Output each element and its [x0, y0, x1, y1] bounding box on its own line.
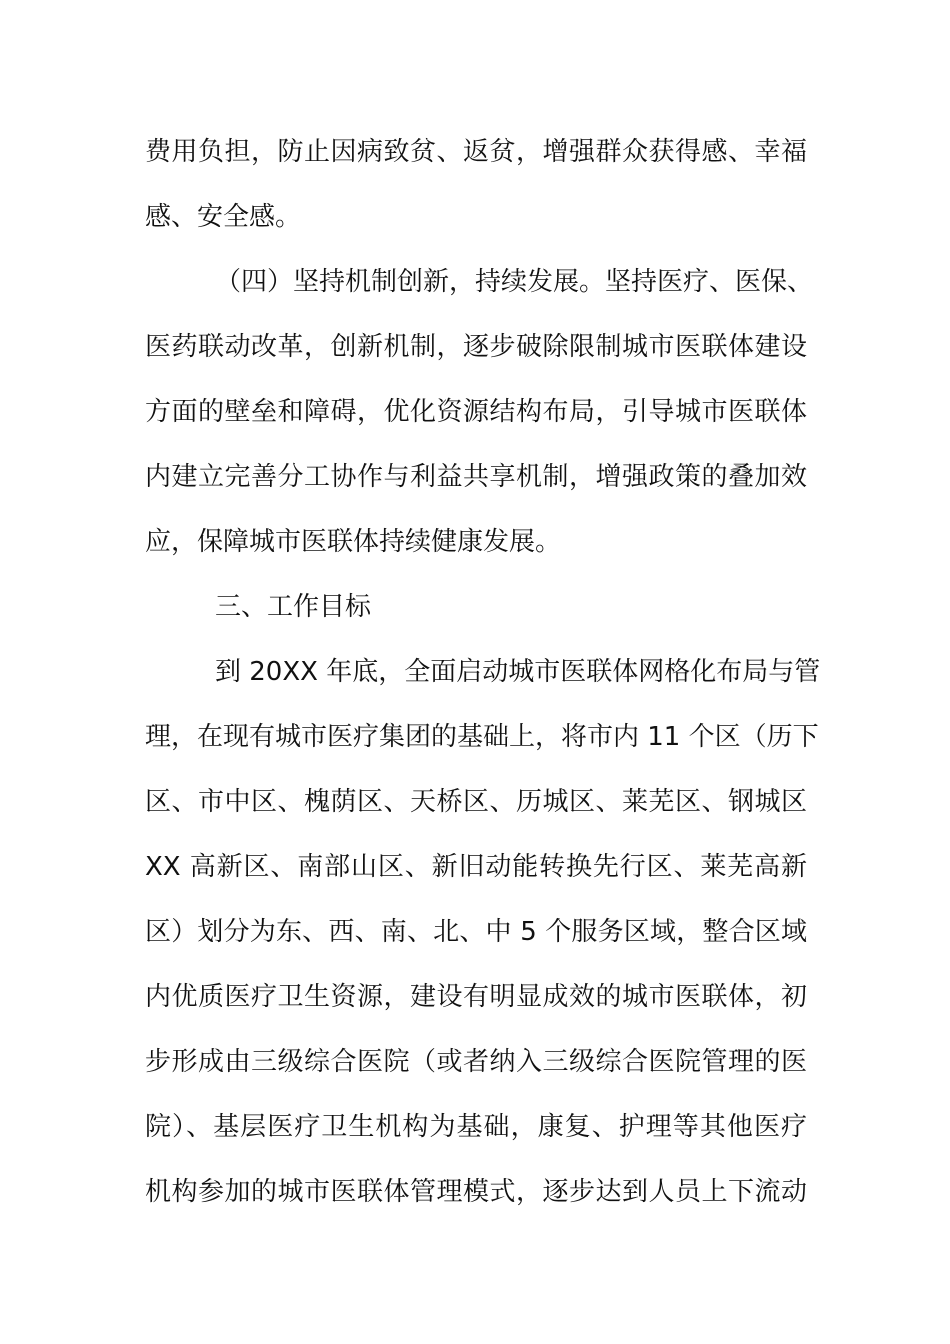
text-line: 步形成由三级综合医院（或者纳入三级综合医院管理的医	[145, 1047, 807, 1077]
text-line: 机构参加的城市医联体管理模式，逐步达到人员上下流动	[145, 1177, 807, 1207]
text-line: XX 高新区、南部山区、新旧动能转换先行区、莱芜高新	[145, 852, 807, 882]
text-line: 方面的壁垒和障碍，优化资源结构布局，引导城市医联体	[145, 397, 807, 427]
text-line: 应，保障城市医联体持续健康发展。	[145, 527, 562, 557]
text-line: 费用负担，防止因病致贫、返贫，增强群众获得感、幸福	[145, 137, 807, 167]
text-line: 医药联动改革，创新机制，逐步破除限制城市医联体建设	[145, 332, 807, 362]
text-line: 内优质医疗卫生资源，建设有明显成效的城市医联体，初	[145, 982, 807, 1012]
text-line: 院）、基层医疗卫生机构为基础，康复、护理等其他医疗	[145, 1112, 807, 1142]
text-line: 感、安全感。	[145, 202, 302, 232]
paragraph-first-line: 到 20XX 年底，全面启动城市医联体网格化布局与管	[215, 657, 821, 687]
text-line: 内建立完善分工协作与利益共享机制，增强政策的叠加效	[145, 462, 807, 492]
section-title: 三、工作目标	[215, 592, 372, 622]
document-body	[145, 120, 821, 1225]
text-line: 理，在现有城市医疗集团的基础上，将市内 11 个区（历下	[145, 722, 819, 752]
section-heading-line: （四）坚持机制创新，持续发展。坚持医疗、医保、	[215, 267, 814, 297]
text-line: 区、市中区、槐荫区、天桥区、历城区、莱芜区、钢城区	[145, 787, 807, 817]
text-line: 区）划分为东、西、南、北、中 5 个服务区域，整合区域	[145, 917, 807, 947]
